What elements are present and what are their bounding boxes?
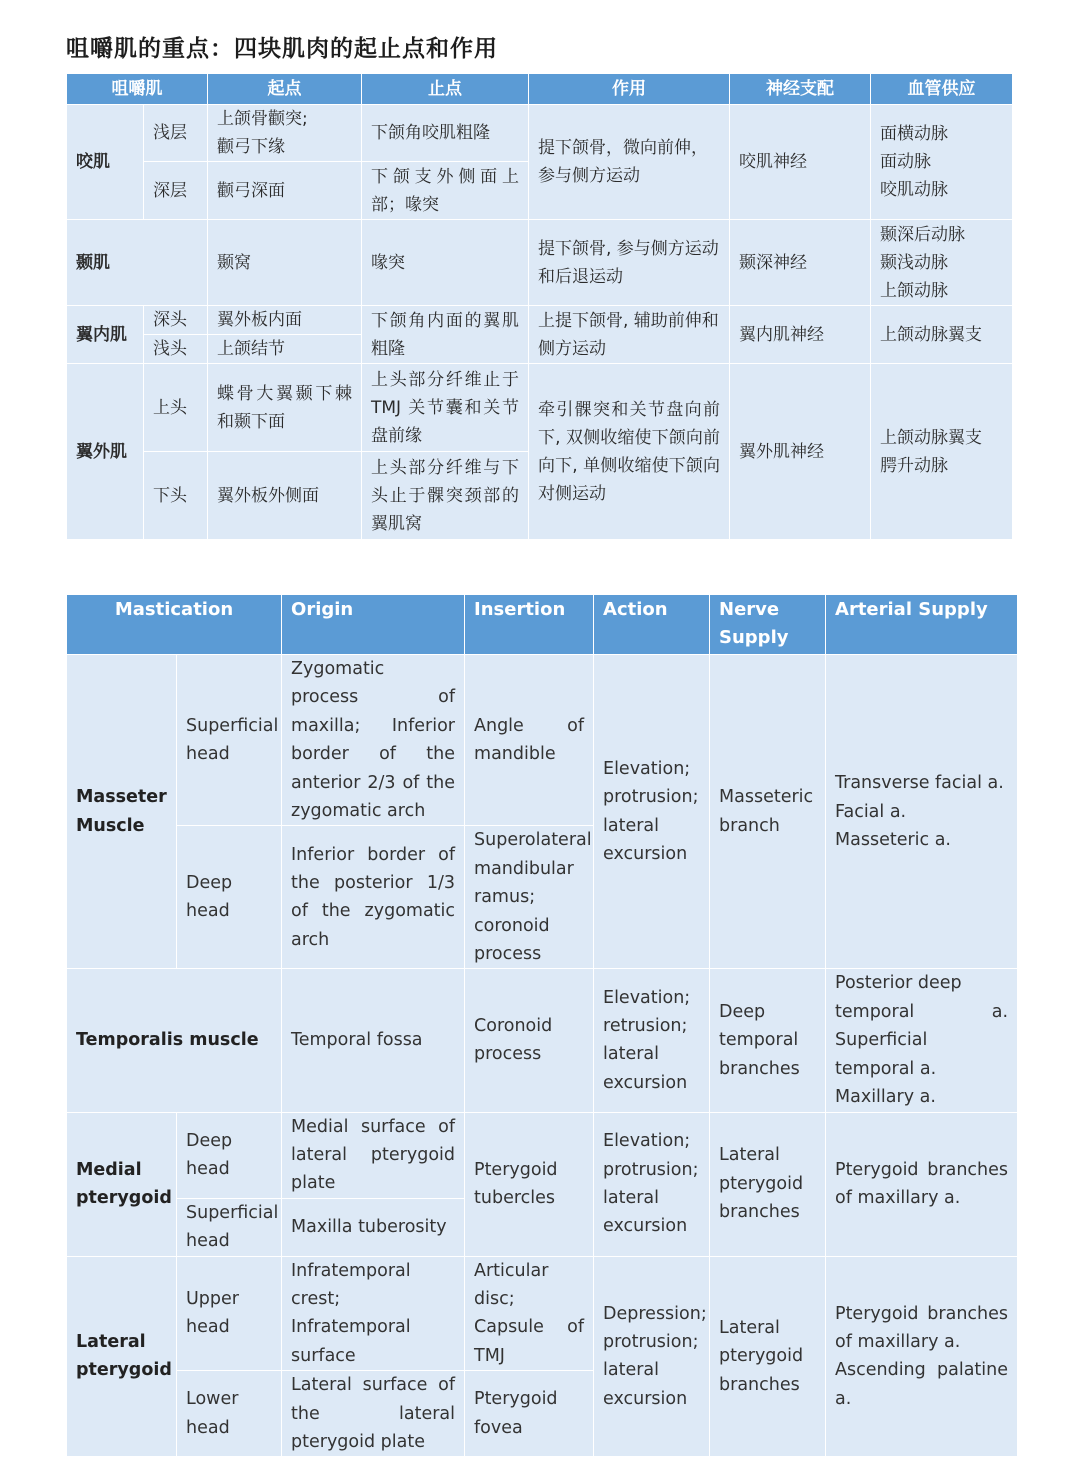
cn-lateral-nerve: 翼外肌神经 bbox=[730, 364, 871, 540]
en-lateral-artery: Pterygoid branches of maxillary a. Ascending palatine a. bbox=[826, 1256, 1018, 1457]
en-temporalis-nerve: Deep temporal branches bbox=[710, 969, 826, 1112]
cn-masseter-sup-insertion: 下颌角咬肌粗隆 bbox=[362, 105, 529, 162]
en-lateral-nerve: Lateral pterygoid branches bbox=[710, 1256, 826, 1457]
cn-header-insertion: 止点 bbox=[362, 74, 529, 105]
en-medial-insertion: Pterygoid tubercles bbox=[465, 1112, 594, 1256]
en-header-insertion: Insertion bbox=[465, 595, 594, 655]
cn-lateral-lower-head: 下头 bbox=[144, 452, 208, 540]
en-medial-nerve: Lateral pterygoid branches bbox=[710, 1112, 826, 1256]
cn-header-origin: 起点 bbox=[208, 74, 362, 105]
en-masseter-nerve: Masseteric branch bbox=[710, 655, 826, 969]
en-header-muscle: Mastication bbox=[67, 595, 282, 655]
table-row bbox=[67, 1112, 1018, 1198]
cn-lateral-lower-origin: 翼外板外侧面 bbox=[208, 452, 362, 540]
cn-medial-artery: 上颌动脉翼支 bbox=[871, 306, 1013, 364]
en-lateral-lower-head: Lower head bbox=[177, 1371, 282, 1457]
en-masseter-action: Elevation; protrusion; lateral excursion bbox=[594, 655, 710, 969]
cn-masseter-name: 咬肌 bbox=[67, 105, 144, 220]
cn-masseter-deep-origin: 颧弓深面 bbox=[208, 162, 362, 220]
cn-masseter-sup-origin: 上颌骨颧突; 颧弓下缘 bbox=[208, 105, 362, 162]
table-row bbox=[67, 1256, 1018, 1371]
cn-temporalis-origin: 颞窝 bbox=[208, 220, 362, 306]
en-header-artery: Arterial Supply bbox=[826, 595, 1018, 655]
en-lateral-name: Lateral pterygoid bbox=[67, 1256, 177, 1457]
en-medial-deep-head: Deep head bbox=[177, 1112, 282, 1198]
cn-medial-sup-origin: 上颌结节 bbox=[208, 335, 362, 364]
en-lateral-upper-insertion: Articular disc; Capsule of TMJ bbox=[465, 1256, 594, 1371]
en-header-nerve: Nerve Supply bbox=[710, 595, 826, 655]
en-lateral-action: Depression; protrusion; lateral excursion bbox=[594, 1256, 710, 1457]
cn-medial-nerve: 翼内肌神经 bbox=[730, 306, 871, 364]
en-masseter-deep-head: Deep head bbox=[177, 826, 282, 969]
en-masseter-name: Masseter Muscle bbox=[67, 655, 177, 969]
cn-header-artery: 血管供应 bbox=[871, 74, 1013, 105]
en-lateral-lower-insertion: Pterygoid fovea bbox=[465, 1371, 594, 1457]
cn-masseter-deep-head: 深层 bbox=[144, 162, 208, 220]
en-medial-action: Elevation; protrusion; lateral excursion bbox=[594, 1112, 710, 1256]
en-lateral-upper-origin: Infratemporal crest; Infratemporal surface bbox=[282, 1256, 465, 1371]
cn-masseter-sup-head: 浅层 bbox=[144, 105, 208, 162]
en-masseter-sup-origin: Zygomatic process of maxilla; Inferior border of the anterior 2/3 of the zygomatic arch bbox=[282, 655, 465, 826]
cn-temporalis-nerve: 颞深神经 bbox=[730, 220, 871, 306]
en-masseter-artery: Transverse facial a. Facial a. Masseteric a. bbox=[826, 655, 1018, 969]
cn-temporalis-action: 提下颌骨, 参与侧方运动和后退运动 bbox=[529, 220, 730, 306]
cn-masseter-artery: 面横动脉 面动脉 咬肌动脉 bbox=[871, 105, 1013, 220]
en-medial-sup-origin: Maxilla tuberosity bbox=[282, 1198, 465, 1256]
en-lateral-upper-head: Upper head bbox=[177, 1256, 282, 1371]
table-row bbox=[67, 306, 1013, 335]
en-masseter-sup-insertion: Angle of mandible bbox=[465, 655, 594, 826]
en-header-action: Action bbox=[594, 595, 710, 655]
cn-temporalis-artery: 颞深后动脉 颞浅动脉 上颌动脉 bbox=[871, 220, 1013, 306]
cn-header-nerve: 神经支配 bbox=[730, 74, 871, 105]
cn-temporalis-insertion: 喙突 bbox=[362, 220, 529, 306]
en-masseter-sup-head: Superficial head bbox=[177, 655, 282, 826]
cn-lateral-action: 牵引髁突和关节盘向前下, 双侧收缩使下颌向前向下, 单侧收缩使下颌向对侧运动 bbox=[529, 364, 730, 540]
table-row bbox=[67, 105, 1013, 162]
cn-header-row bbox=[67, 74, 1013, 105]
en-medial-sup-head: Superficial head bbox=[177, 1198, 282, 1256]
en-medial-deep-origin: Medial surface of lateral pterygoid plate bbox=[282, 1112, 465, 1198]
table-row bbox=[67, 969, 1018, 1112]
cn-temporalis-name: 颞肌 bbox=[67, 220, 208, 306]
en-masseter-deep-insertion: Superolateral mandibular ramus; coronoid process bbox=[465, 826, 594, 969]
cn-medial-name: 翼内肌 bbox=[67, 306, 144, 364]
en-temporalis-insertion: Coronoid process bbox=[465, 969, 594, 1112]
en-temporalis-artery-1: Posterior deep temporal a. bbox=[835, 973, 1009, 1022]
cn-medial-action: 上提下颌骨, 辅助前伸和侧方运动 bbox=[529, 306, 730, 364]
en-temporalis-action: Elevation; retrusion; lateral excursion bbox=[594, 969, 710, 1112]
en-temporalis-artery-2: Superficial temporal a. bbox=[835, 1030, 937, 1079]
english-muscle-table bbox=[66, 594, 1018, 1457]
en-medial-name: Medial pterygoid bbox=[67, 1112, 177, 1256]
en-temporalis-origin: Temporal fossa bbox=[282, 969, 465, 1112]
en-temporalis-name: Temporalis muscle bbox=[67, 969, 282, 1112]
table-row bbox=[67, 364, 1013, 452]
cn-medial-insertion: 下颌角内面的翼肌粗隆 bbox=[362, 306, 529, 364]
en-temporalis-artery bbox=[826, 969, 1018, 1112]
cn-medial-deep-head: 深头 bbox=[144, 306, 208, 335]
cn-lateral-upper-origin: 蝶骨大翼颞下棘和颞下面 bbox=[208, 364, 362, 452]
cn-header-muscle: 咀嚼肌 bbox=[67, 74, 208, 105]
cn-masseter-nerve: 咬肌神经 bbox=[730, 105, 871, 220]
cn-lateral-lower-insertion: 上头部分纤维与下头止于髁突颈部的翼肌窝 bbox=[362, 452, 529, 540]
en-lateral-lower-origin: Lateral surface of the lateral pterygoid plate bbox=[282, 1371, 465, 1457]
chinese-muscle-table bbox=[66, 73, 1013, 540]
page-title: 咀嚼肌的重点：四块肌肉的起止点和作用 bbox=[66, 36, 498, 62]
cn-lateral-upper-head: 上头 bbox=[144, 364, 208, 452]
table-row bbox=[67, 220, 1013, 306]
en-masseter-deep-origin: Inferior border of the posterior 1/3 of the zygomatic arch bbox=[282, 826, 465, 969]
cn-masseter-deep-insertion: 下颌支外侧面上部；喙突 bbox=[362, 162, 529, 220]
en-medial-artery: Pterygoid branches of maxillary a. bbox=[826, 1112, 1018, 1256]
cn-masseter-action: 提下颌骨，微向前伸，参与侧方运动 bbox=[529, 105, 730, 220]
en-header-row bbox=[67, 595, 1018, 655]
en-header-origin: Origin bbox=[282, 595, 465, 655]
cn-header-action: 作用 bbox=[529, 74, 730, 105]
en-temporalis-artery-3: Maxillary a. bbox=[835, 1087, 936, 1108]
table-row bbox=[67, 655, 1018, 826]
cn-lateral-upper-insertion: 上头部分纤维止于 TMJ 关节囊和关节盘前缘 bbox=[362, 364, 529, 452]
cn-medial-sup-head: 浅头 bbox=[144, 335, 208, 364]
cn-lateral-name: 翼外肌 bbox=[67, 364, 144, 540]
cn-medial-deep-origin: 翼外板内面 bbox=[208, 306, 362, 335]
cn-lateral-artery: 上颌动脉翼支 腭升动脉 bbox=[871, 364, 1013, 540]
